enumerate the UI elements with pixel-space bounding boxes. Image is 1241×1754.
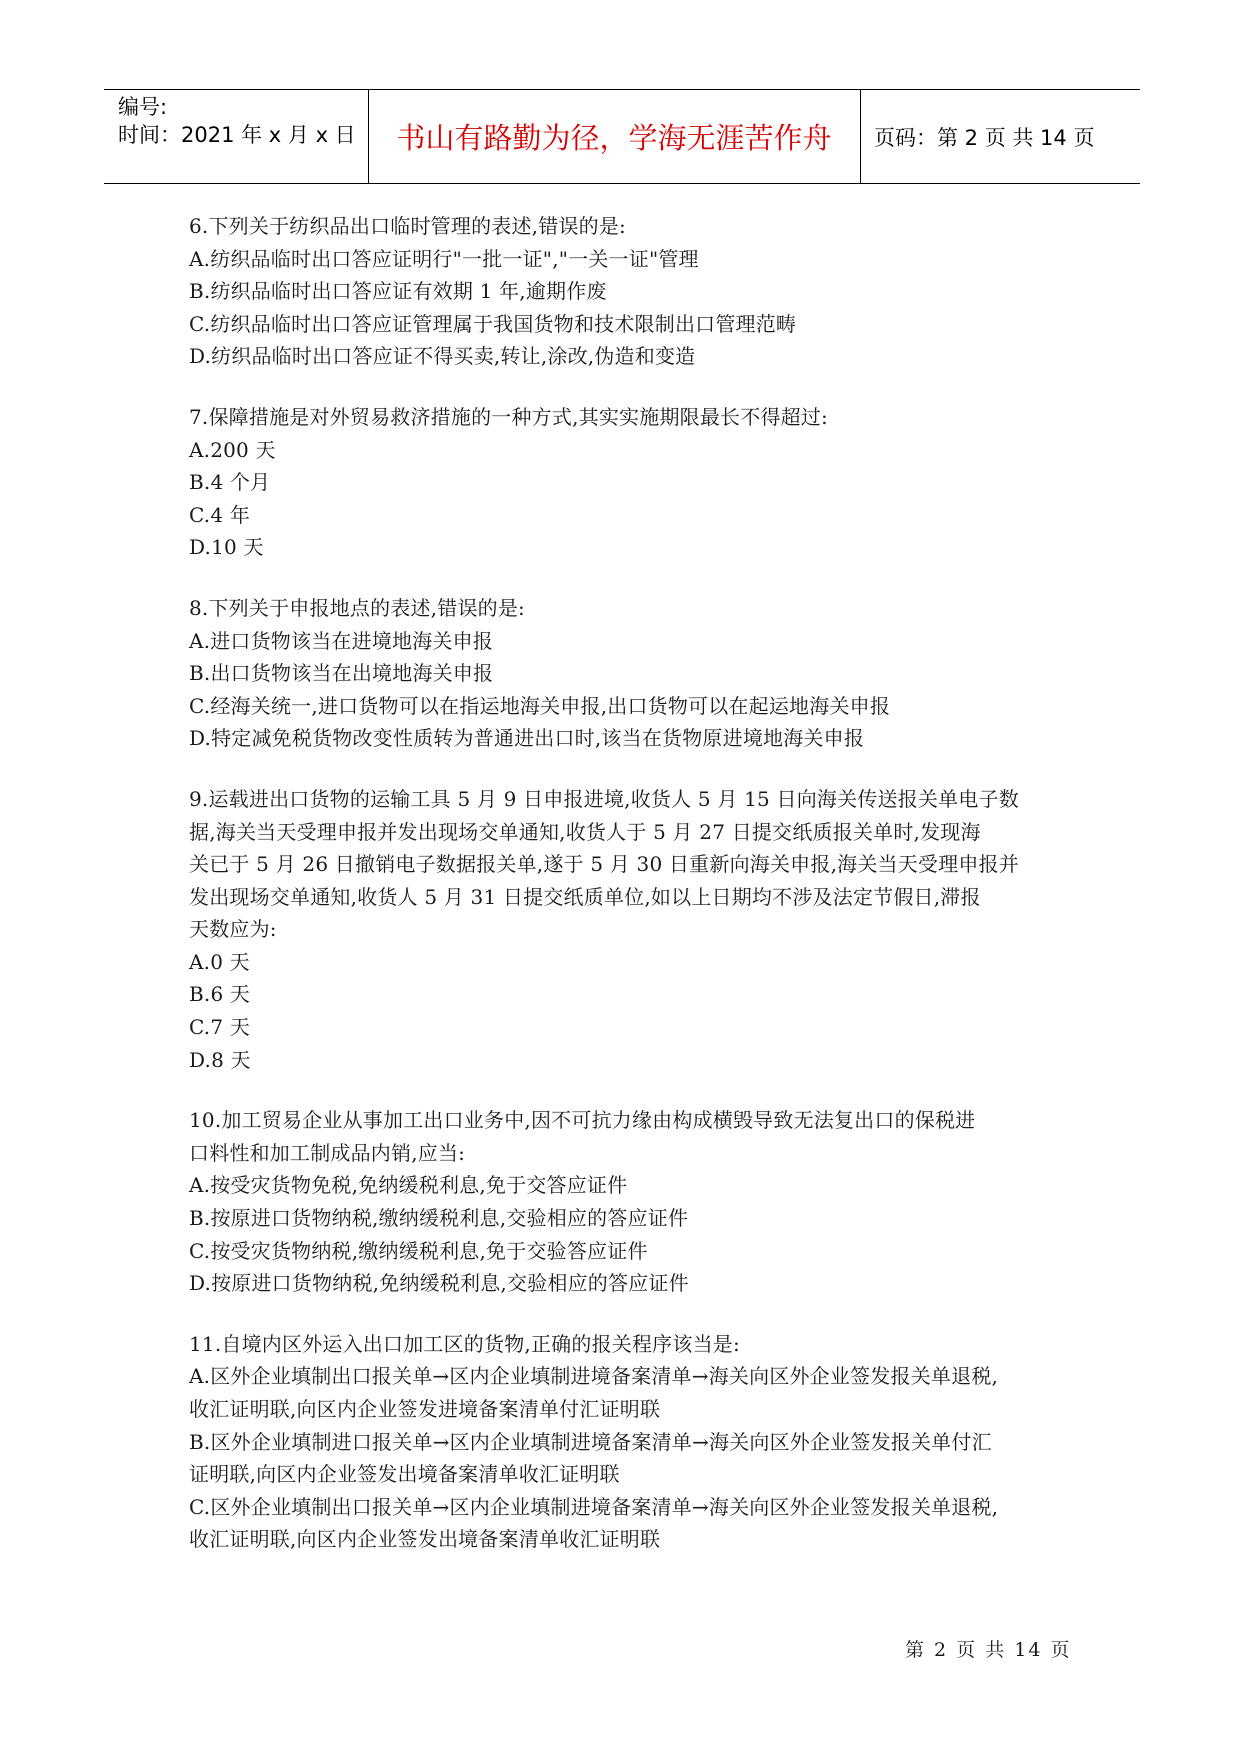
question-line: C.4 年	[189, 502, 251, 527]
number-label: 编号:	[118, 95, 168, 119]
question-line: B.6 天	[189, 982, 251, 1007]
question-line: A.区外企业填制出口报关单→区内企业填制进境备案清单→海关向区外企业签发报关单退税,	[189, 1364, 999, 1389]
question-line: 证明联,向区内企业签发出境备案清单收汇证明联	[189, 1462, 620, 1487]
question-line: D.纺织品临时出口答应证不得买卖,转让,涂改,伪造和变造	[189, 344, 696, 369]
question-block	[189, 210, 1089, 373]
time-label: 时间：2021 年 x 月 x 日	[118, 123, 356, 147]
question-line: 口料性和加工制成品内销,应当:	[189, 1140, 466, 1165]
document-header	[104, 89, 1140, 184]
question-line: D.特定减免税货物改变性质转为普通进出口时,该当在货物原进境地海关申报	[189, 726, 865, 751]
question-line: C.经海关统一,进口货物可以在指运地海关申报,出口货物可以在起运地海关申报	[189, 693, 891, 718]
question-line: B.出口货物该当在出境地海关申报	[189, 661, 494, 686]
question-line: 收汇证明联,向区内企业签发出境备案清单收汇证明联	[189, 1527, 661, 1552]
question-line: D.8 天	[189, 1047, 251, 1072]
question-stem: 8.下列关于申报地点的表述,错误的是:	[189, 595, 525, 620]
header-meta	[118, 93, 356, 149]
question-line: C.区外企业填制出口报关单→区内企业填制进境备案清单→海关向区外企业签发报关单退税,	[189, 1494, 999, 1519]
question-block	[189, 1328, 1089, 1556]
question-line: A.0 天	[189, 949, 250, 974]
question-line: 据,海关当天受理申报并发出现场交单通知,收货人于 5 月 27 日提交纸质报关单时,发现海	[189, 819, 981, 844]
question-line: B.纺织品临时出口答应证有效期 1 年,逾期作废	[189, 279, 607, 304]
question-block	[189, 1104, 1089, 1300]
question-stem: 10.加工贸易企业从事加工出口业务中,因不可抗力缘由构成横毁导致无法复出口的保税进	[189, 1108, 976, 1133]
question-list	[189, 210, 1089, 1584]
header-motto: 书山有路勤为径，学海无涯苦作舟	[396, 121, 832, 155]
question-line: B.按原进口货物纳税,缴纳缓税利息,交验相应的答应证件	[189, 1206, 689, 1231]
question-block	[189, 592, 1089, 755]
question-stem: 7.保障措施是对外贸易救济措施的一种方式,其实实施期限最长不得超过:	[189, 404, 828, 429]
question-line: D.10 天	[189, 535, 264, 560]
question-line: 关已于 5 月 26 日撤销电子数据报关单,遂于 5 月 30 日重新向海关申报,海关当天受理申报并	[189, 852, 1019, 877]
page-footer: 第 2 页 共 14 页	[905, 1639, 1072, 1661]
question-line: C.按受灾货物纳税,缴纳缓税利息,免于交验答应证件	[189, 1238, 648, 1263]
question-line: B.区外企业填制进口报关单→区内企业填制进境备案清单→海关向区外企业签发报关单付汇	[189, 1429, 992, 1454]
question-stem: 6.下列关于纺织品出口临时管理的表述,错误的是:	[189, 214, 626, 238]
question-block	[189, 783, 1089, 1076]
header-page-info: 页码：第 2 页 共 14 页	[874, 125, 1095, 150]
question-line: C.7 天	[189, 1015, 251, 1040]
question-stem: 9.运载进出口货物的运输工具 5 月 9 日申报进境,收货人 5 月 15 日向海关传送报关单电子数	[189, 786, 1019, 811]
question-stem: 11.自境内区外运入出口加工区的货物,正确的报关程序该当是:	[189, 1331, 740, 1356]
question-line: D.按原进口货物纳税,免纳缓税利息,交验相应的答应证件	[189, 1271, 689, 1296]
question-line: A.按受灾货物免税,免纳缓税利息,免于交答应证件	[189, 1173, 628, 1198]
question-line: A.进口货物该当在进境地海关申报	[189, 628, 494, 653]
question-line: A.纺织品临时出口答应证明行"一批一证","一关一证"管理	[189, 246, 699, 271]
question-line: B.4 个月	[189, 470, 271, 495]
question-line: 收汇证明联,向区内企业签发进境备案清单付汇证明联	[189, 1397, 661, 1421]
question-block	[189, 401, 1089, 564]
header-divider	[860, 90, 861, 183]
question-line: A.200 天	[189, 437, 276, 462]
question-line: C.纺织品临时出口答应证管理属于我国货物和技术限制出口管理范畴	[189, 311, 797, 336]
question-line: 发出现场交单通知,收货人 5 月 31 日提交纸质单位,如以上日期均不涉及法定节假日,滞报	[189, 884, 981, 909]
question-line: 天数应为:	[189, 917, 277, 942]
